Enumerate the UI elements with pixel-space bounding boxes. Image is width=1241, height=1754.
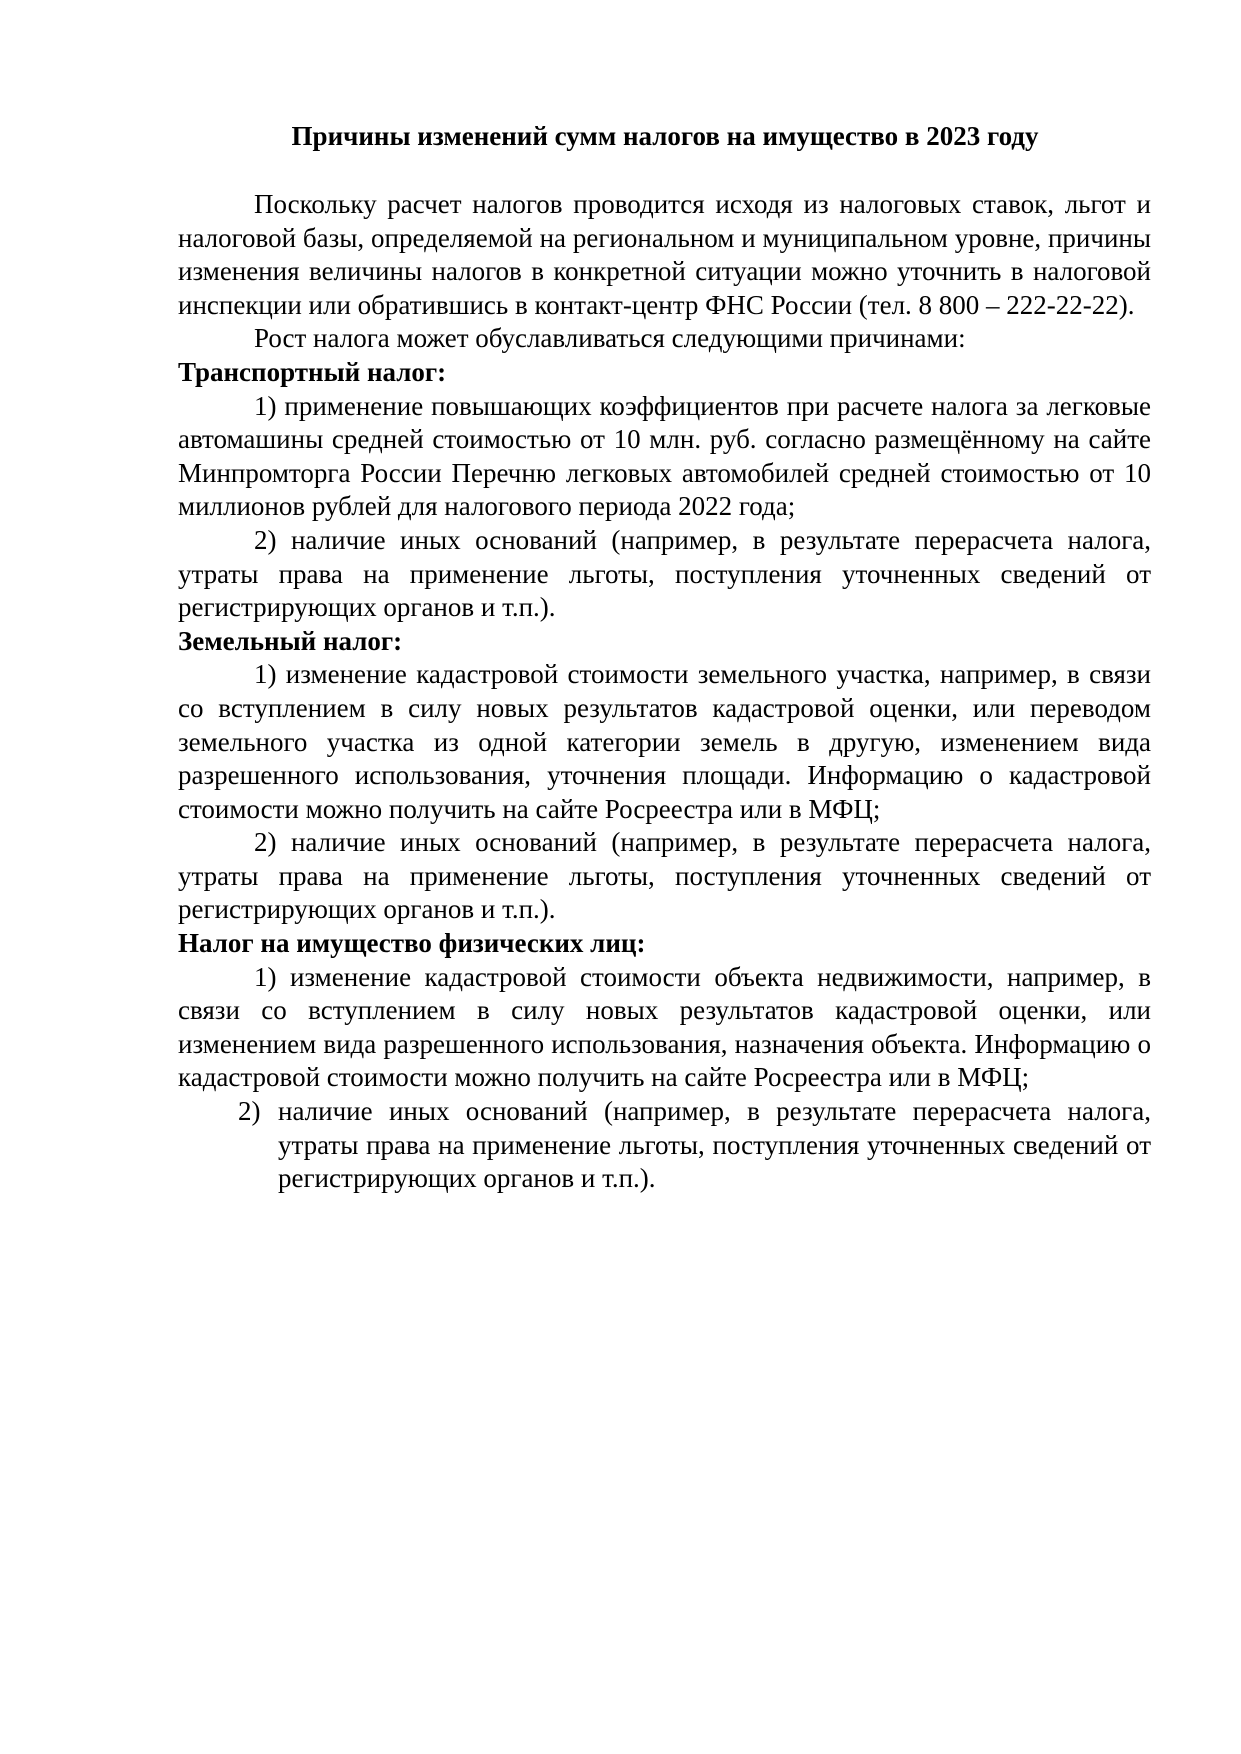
transport-tax-item-2: 2) наличие иных оснований (например, в результате перерасчета налога, утраты права на применение льготы, поступления уточненных сведений от регистрирующих органов и т.п.). — [178, 524, 1151, 623]
land-tax-item-1: 1) изменение кадастровой стоимости земельного участка, например, в связи со вступлением в силу новых результатов кадастровой оценки, или переводом земельного участка из одной категории земель в другую, изменением вида разрешенного использования, уточнения площади. Информацию о кадастровой стоимости можно получить на сайте Росреестра или в МФЦ; — [178, 659, 1151, 824]
intro-paragraph: Поскольку расчет налогов проводится исходя из налоговых ставок, льгот и налоговой базы, определяемой на региональном и муниципальном уровне, причины изменения величины налогов в конкретной ситуации можно уточнить в налоговой инспекции или обратившись в контакт-центр ФНС России (тел. 8 800 – 222-22-22). — [178, 189, 1151, 320]
reasons-intro: Рост налога может обуславливаться следующими причинами: — [254, 323, 966, 354]
land-tax-item-2: 2) наличие иных оснований (например, в результате перерасчета налога, утраты права на применение льготы, поступления уточненных сведений от регистрирующих органов и т.п.). — [178, 827, 1151, 925]
document-body — [178, 188, 1151, 1196]
transport-tax-item-1: 1) применение повышающих коэффициентов при расчете налога за легковые автомашины средней стоимостью от 10 млн. руб. согласно размещённому на сайте Минпромторга России Перечню легковых автомобилей средней стоимостью от 10 миллионов рублей для налогового периода 2022 года; — [178, 390, 1151, 522]
property-tax-item-1: 1) изменение кадастровой стоимости объекта недвижимости, например, в связи со вступлением в силу новых результатов кадастровой оценки, или изменением вида разрешенного использования, назначения объекта. Информацию о кадастровой стоимости можно получить на сайте Росреестра или в МФЦ; — [178, 961, 1151, 1093]
list-text: наличие иных оснований (например, в результате перерасчета налога, утраты права на применение льготы, поступления уточненных сведений от регистрирующих органов и т.п.). — [278, 1096, 1151, 1194]
property-tax-heading: Налог на имущество физических лиц: — [178, 928, 646, 959]
property-tax-item-2 — [178, 1095, 1151, 1196]
land-tax-heading: Земельный налог: — [178, 625, 403, 656]
transport-tax-heading: Транспортный налог: — [178, 356, 447, 387]
list-number: 2) — [238, 1096, 261, 1127]
page-title: Причины изменений сумм налогов на имущество в 2023 году — [291, 121, 1039, 151]
